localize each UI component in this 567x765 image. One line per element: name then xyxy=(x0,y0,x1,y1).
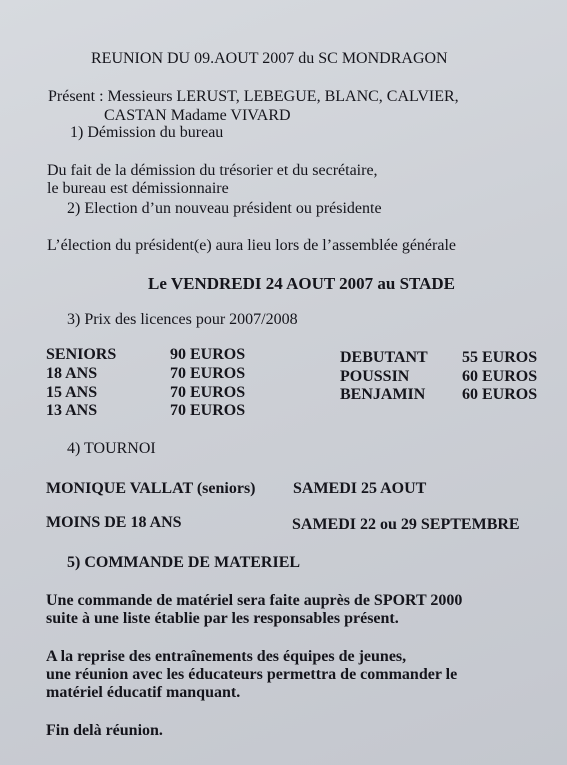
section-1-text-2: le bureau est démissionnaire xyxy=(47,180,229,197)
price-category: 15 ANS xyxy=(46,384,98,401)
price-value: 70 EUROS xyxy=(170,384,246,401)
closing-line: Fin delà réunion. xyxy=(46,722,163,739)
section-5-p1-line-1: Une commande de matériel sera faite auprès de SPORT 2000 xyxy=(46,592,463,609)
price-category: BENJAMIN xyxy=(340,386,426,403)
price-value: 70 EUROS xyxy=(170,402,246,419)
price-category: POUSSIN xyxy=(340,368,410,385)
document-title: REUNION DU 09.AOUT 2007 du SC MONDRAGON xyxy=(91,50,448,67)
present-line-2: CASTAN Madame VIVARD xyxy=(104,107,291,124)
section-1-heading: 1) Démission du bureau xyxy=(70,124,224,141)
section-2-heading: 2) Election d’un nouveau président ou présidente xyxy=(67,200,382,217)
price-category: 13 ANS xyxy=(46,402,98,419)
price-category: 18 ANS xyxy=(46,365,98,382)
tournoi-1-name: MONIQUE VALLAT (seniors) xyxy=(46,480,256,497)
tournoi-2-date: SAMEDI 22 ou 29 SEPTEMBRE xyxy=(292,516,520,533)
section-2-text: L’élection du président(e) aura lieu lors de l’assemblée générale xyxy=(47,237,457,254)
section-1-text-1: Du fait de la démission du trésorier et du secrétaire, xyxy=(47,162,378,179)
tournoi-2-name: MOINS DE 18 ANS xyxy=(46,514,182,531)
section-4-heading: 4) TOURNOI xyxy=(67,440,156,457)
section-5-p2-line-3: matériel éducatif manquant. xyxy=(46,684,241,701)
tournoi-1-date: SAMEDI 25 AOUT xyxy=(293,480,427,497)
price-value: 70 EUROS xyxy=(170,365,246,382)
price-category: DEBUTANT xyxy=(340,349,428,366)
price-value: 90 EUROS xyxy=(170,346,246,363)
price-category: SENIORS xyxy=(46,346,117,363)
price-value: 60 EUROS xyxy=(462,386,538,403)
section-5-p2-line-1: A la reprise des entraînements des équipes de jeunes, xyxy=(46,648,407,665)
present-line-1: Présent : Messieurs LERUST, LEBEGUE, BLANC, CALVIER, xyxy=(48,88,459,105)
price-value: 60 EUROS xyxy=(462,368,538,385)
section-3-heading: 3) Prix des licences pour 2007/2008 xyxy=(67,311,298,328)
section-5-p2-line-2: une réunion avec les éducateurs permettra de commander le xyxy=(46,666,458,683)
price-value: 55 EUROS xyxy=(462,349,538,366)
section-5-heading: 5) COMMANDE DE MATERIEL xyxy=(67,554,301,571)
section-2-date: Le VENDREDI 24 AOUT 2007 au STADE xyxy=(148,274,456,293)
section-5-p1-line-2: suite à une liste établie par les responsables présent. xyxy=(46,610,399,627)
